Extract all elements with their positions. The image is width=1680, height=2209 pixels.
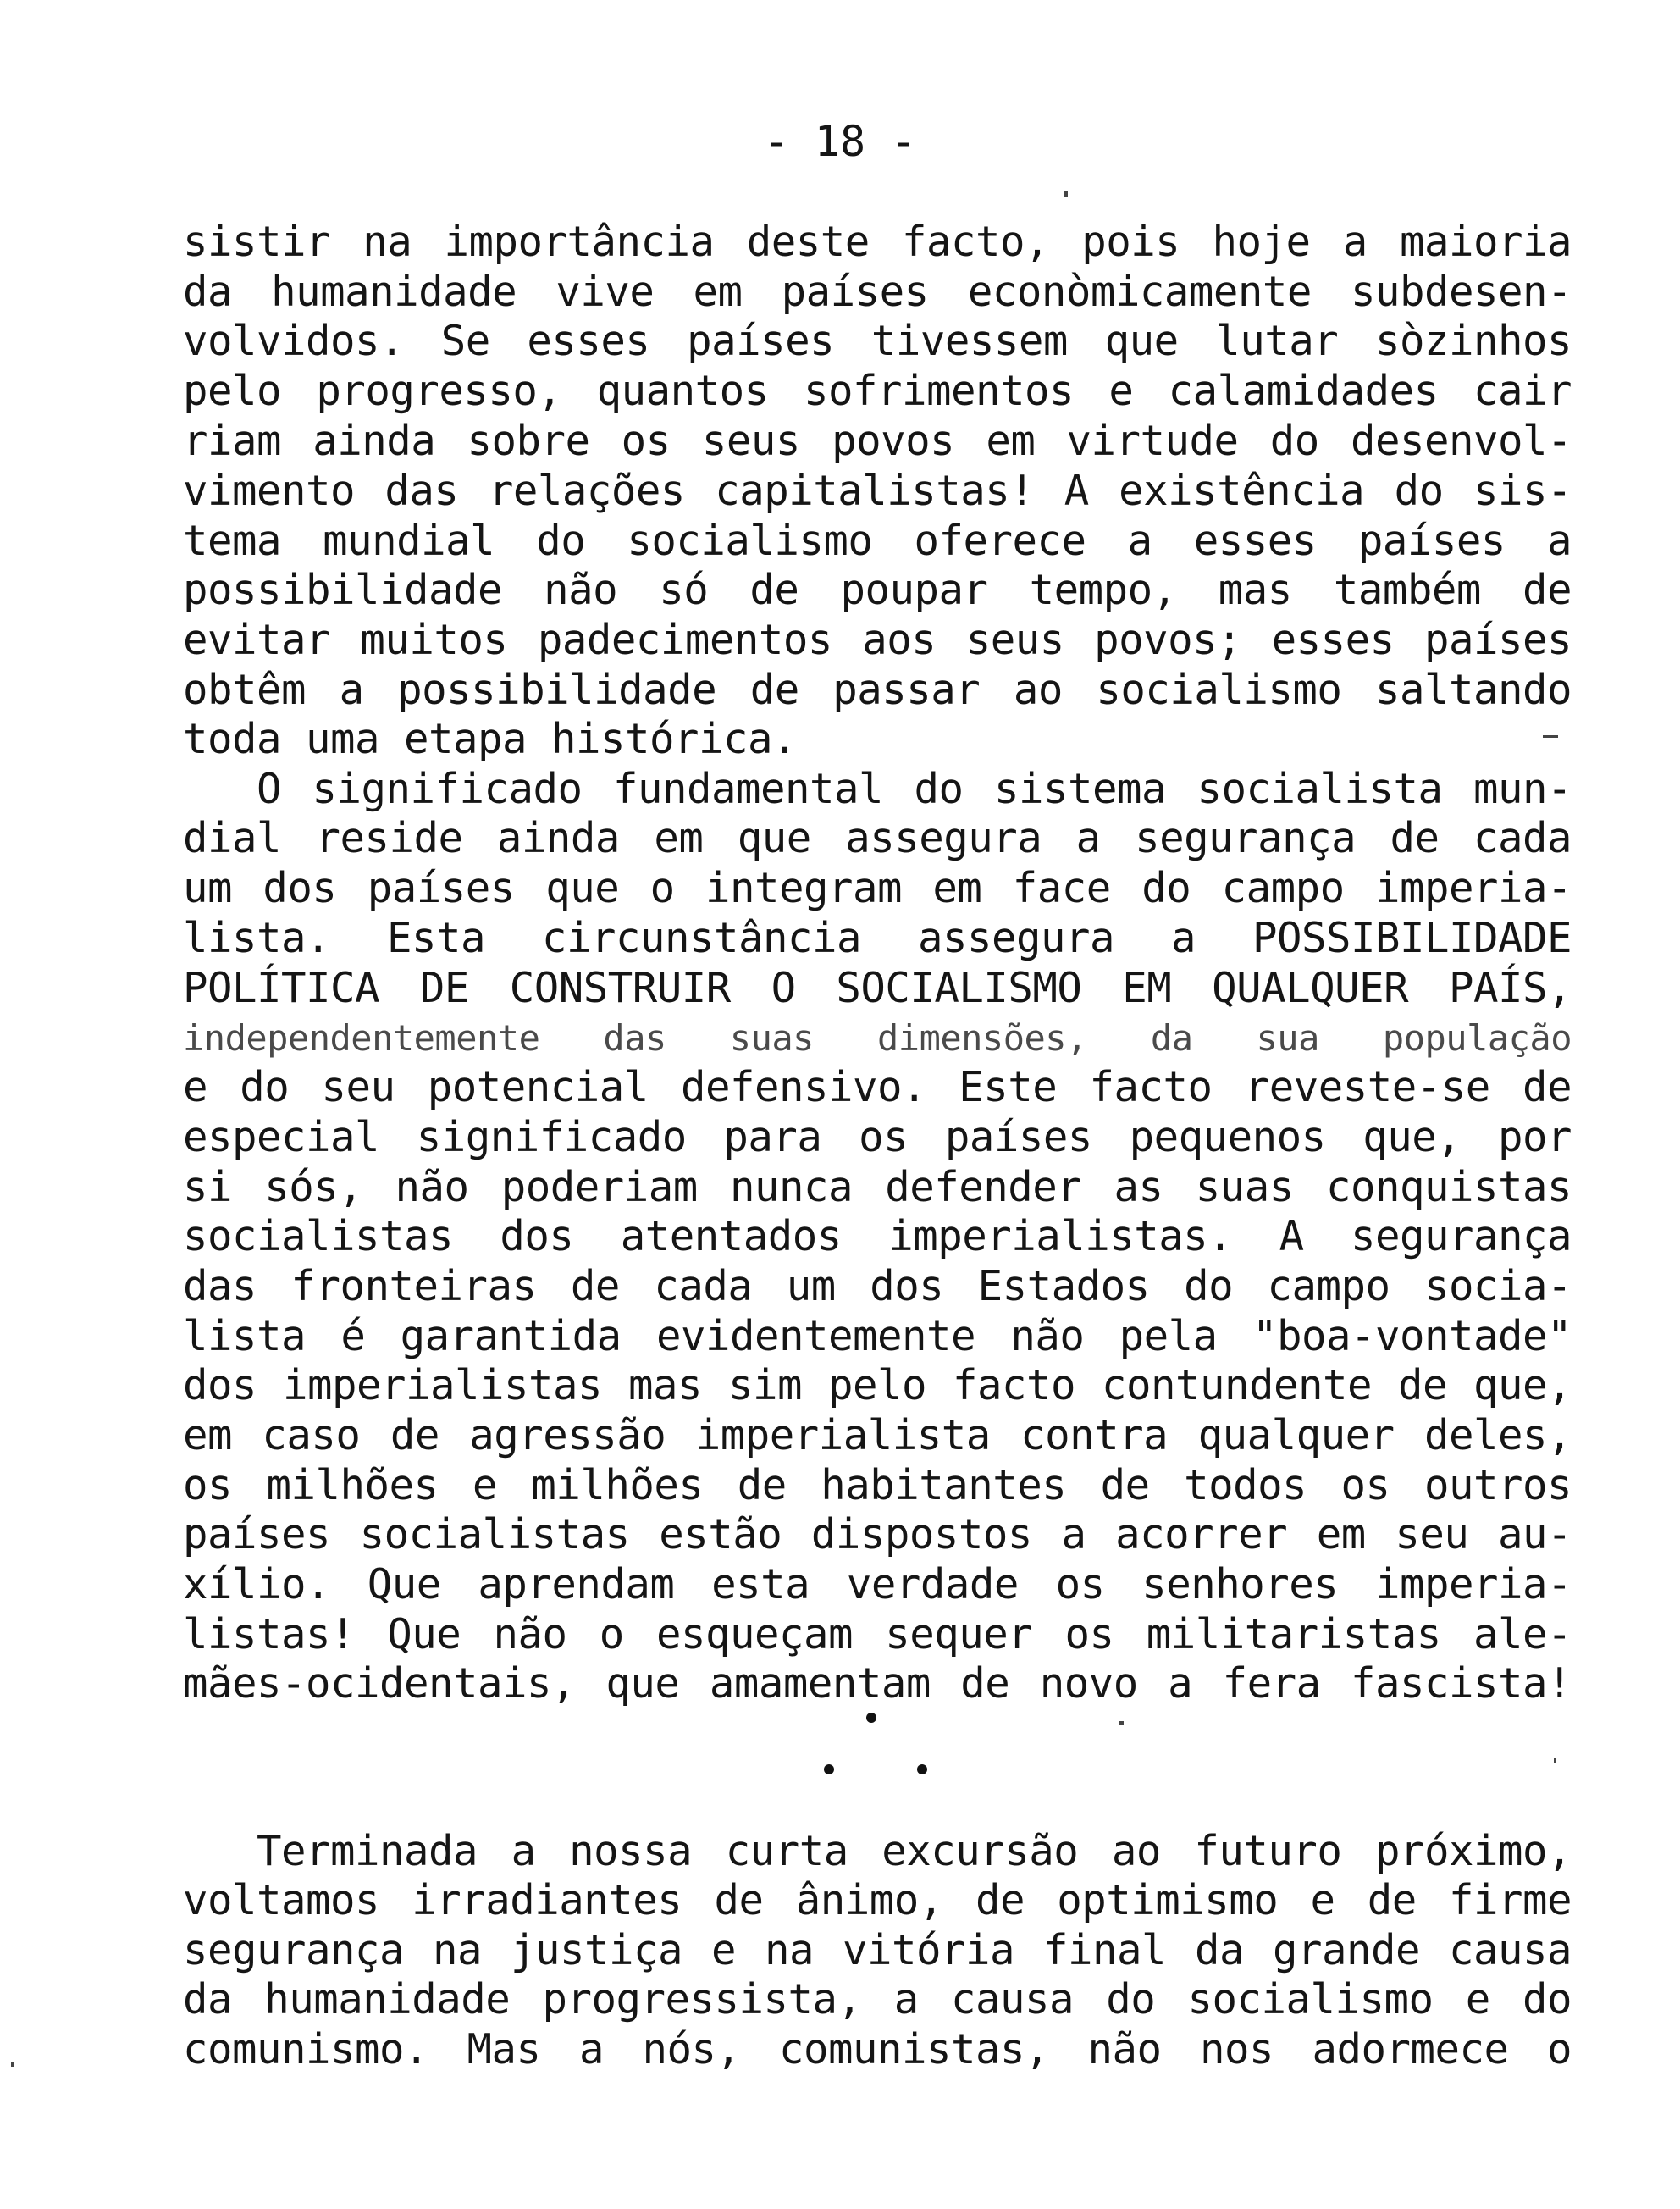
text-line: independentemente das suas dimensões, da sua população	[183, 1017, 1572, 1059]
text-line: riam ainda sobre os seus povos em virtude do desenvol-	[183, 417, 1572, 465]
separator-dot	[917, 1764, 927, 1774]
scan-speck	[11, 2062, 14, 2067]
separator-dot	[824, 1764, 834, 1774]
scan-speck	[1554, 1758, 1556, 1763]
text-line: listas! Que não o esqueçam sequer os militaristas ale-	[183, 1610, 1572, 1658]
text-line: mães-ocidentais, que amamentam de novo a fera fascista!	[183, 1659, 1572, 1708]
text-line: das fronteiras de cada um dos Estados do campo socia-	[183, 1262, 1572, 1310]
text-line: vimento das relações capitalistas! A existência do sis-	[183, 467, 1572, 515]
text-line: Terminada a nossa curta excursão ao futuro próximo,	[257, 1827, 1572, 1875]
text-line: sistir na importância deste facto, pois hoje a maioria	[183, 218, 1572, 266]
text-line: evitar muitos padecimentos aos seus povos; esses países	[183, 616, 1572, 664]
text-line: segurança na justiça e na vitória final da grande causa	[183, 1926, 1572, 1974]
text-line: voltamos irradiantes de ânimo, de optimismo e de firme	[183, 1876, 1572, 1924]
text-line: tema mundial do socialismo oferece a esses países a	[183, 517, 1572, 565]
scan-speck	[1119, 1721, 1124, 1725]
text-line: toda uma etapa histórica.	[183, 715, 798, 763]
text-line: os milhões e milhões de habitantes de todos os outros	[183, 1461, 1572, 1509]
text-line: POLÍTICA DE CONSTRUIR O SOCIALISMO EM QUALQUER PAÍS,	[183, 964, 1572, 1012]
text-line: lista é garantida evidentemente não pela "boa-vontade"	[183, 1312, 1572, 1360]
text-line: socialistas dos atentados imperialistas. A segurança	[183, 1212, 1572, 1260]
text-line: xílio. Que aprendam esta verdade os senhores imperia-	[183, 1560, 1572, 1608]
text-line: pelo progresso, quantos sofrimentos e calamidades cair	[183, 367, 1572, 415]
text-line: especial significado para os países pequenos que, por	[183, 1113, 1572, 1161]
text-line: da humanidade progressista, a causa do socialismo e do	[183, 1975, 1572, 2024]
text-line: da humanidade vive em países econòmicamente subdesen-	[183, 268, 1572, 316]
text-line: possibilidade não só de poupar tempo, mas também de	[183, 566, 1572, 614]
text-line: volvidos. Se esses países tivessem que lutar sòzinhos	[183, 317, 1572, 365]
text-line: dial reside ainda em que assegura a segurança de cada	[183, 814, 1572, 862]
text-line: obtêm a possibilidade de passar ao socialismo saltando	[183, 666, 1572, 714]
scan-speck	[1064, 191, 1068, 197]
text-line: O significado fundamental do sistema socialista mun-	[257, 765, 1572, 813]
text-line: um dos países que o integram em face do campo imperia-	[183, 864, 1572, 912]
separator-dot	[866, 1713, 876, 1723]
scan-speck	[1543, 735, 1558, 738]
text-line: comunismo. Mas a nós, comunistas, não nos adormece o	[183, 2025, 1572, 2073]
text-line: países socialistas estão dispostos a acorrer em seu au-	[183, 1510, 1572, 1558]
text-line: e do seu potencial defensivo. Este facto reveste-se de	[183, 1063, 1572, 1111]
text-line: em caso de agressão imperialista contra qualquer deles,	[183, 1411, 1572, 1459]
text-line: si sós, não poderiam nunca defender as suas conquistas	[183, 1163, 1572, 1211]
page-number: - 18 -	[763, 117, 917, 166]
text-line: lista. Esta circunstância assegura a POSSIBILIDADE	[183, 914, 1572, 962]
text-line: dos imperialistas mas sim pelo facto contundente de que,	[183, 1361, 1572, 1409]
